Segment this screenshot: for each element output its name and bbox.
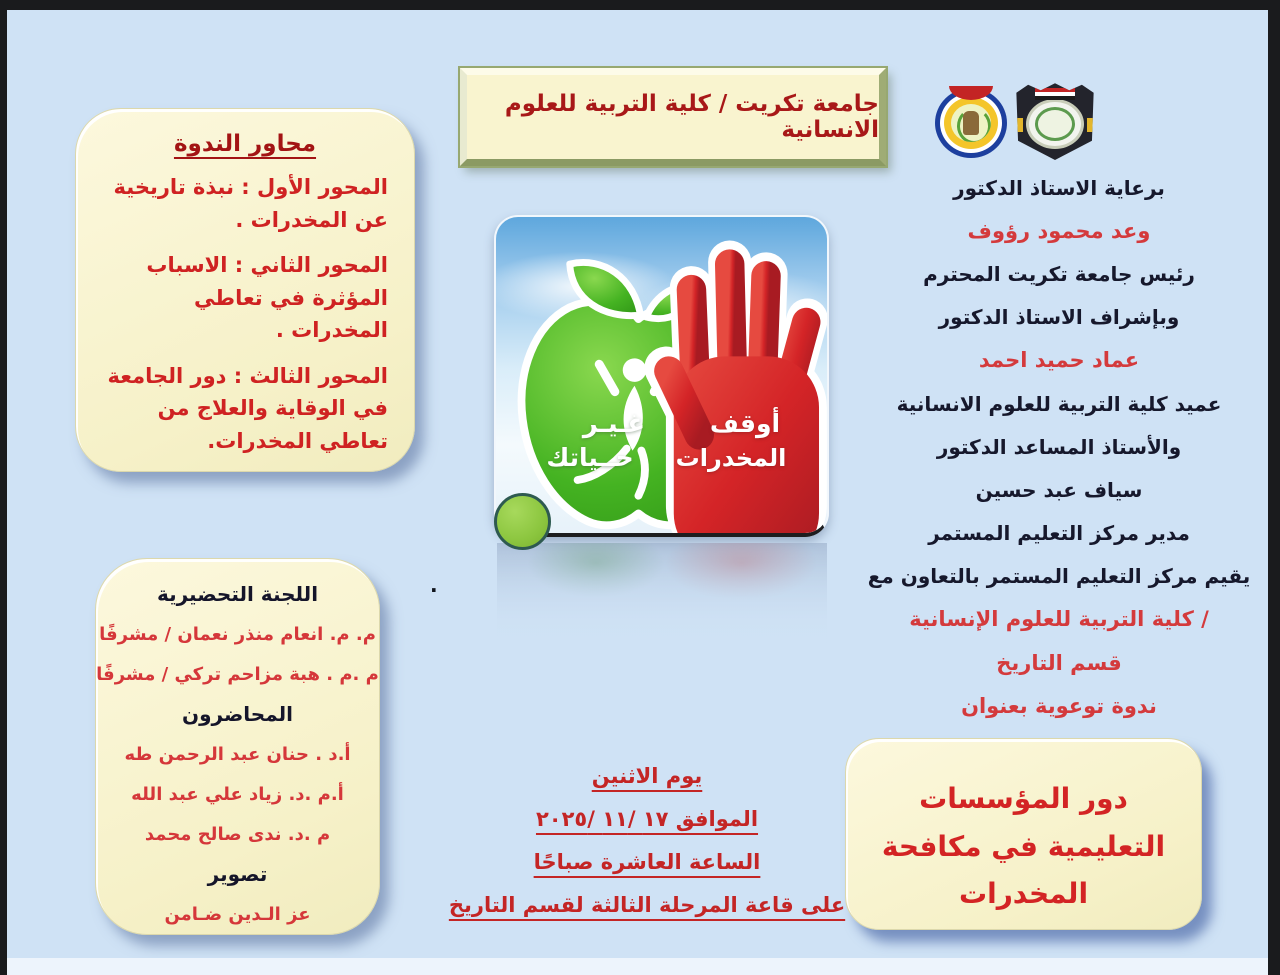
green-circle-decoration — [494, 493, 551, 550]
lecturer-name: م .د. ندى صالح محمد — [144, 823, 331, 845]
crest-ribbon-left — [1013, 118, 1023, 132]
hand-text-drugs: المخدرات — [675, 444, 787, 472]
schedule-time-text: الساعة العاشرة صباحًا — [533, 849, 761, 874]
committee-title: اللجنة التحضيرية — [156, 582, 319, 606]
lecturer-name: أ.د . حنان عبد الرحمن طه — [124, 743, 351, 765]
photographer-name: عز الـدين ضـامن — [164, 903, 311, 925]
patronage-line: والأستاذ المساعد الدكتور — [936, 434, 1182, 459]
lecturers-heading: المحاضرون — [182, 702, 293, 726]
patronage-line: عماد حميد احمد — [978, 348, 1140, 373]
logo-ring — [940, 93, 1002, 153]
committee-member: م. م. انعام منذر نعمان / مشرفًا — [99, 623, 376, 645]
schedule-location-text: على قاعة المرحلة الثالثة لقسم التاريخ — [448, 892, 846, 917]
patronage-line: وبإشراف الاستاذ الدكتور — [938, 305, 1180, 330]
seminar-topics-list — [76, 157, 414, 457]
poster-background — [7, 10, 1268, 958]
college-crest-logo-icon — [1013, 80, 1097, 160]
schedule-date — [447, 797, 847, 840]
crest-wreath — [1035, 107, 1075, 141]
seminar-topics-box — [75, 108, 415, 472]
crest-oval — [1026, 99, 1084, 149]
schedule-date-text: الموافق ١٧ /١١ /٢٠٢٥ — [535, 806, 759, 831]
lecturer-name: أ.م .د. زياد علي عبد الله — [131, 783, 344, 805]
patronage-line: قسم التاريخ — [996, 650, 1122, 675]
event-title: دور المؤسسات التعليمية في مكافحة المخدرات — [881, 782, 1166, 911]
bottom-light-strip — [7, 958, 1268, 975]
topic-item: المحور الثالث : دور الجامعة في الوقاية والعلاج من تعاطي المخدرات. — [107, 363, 388, 453]
patronage-line: / كلية التربية للعلوم الإنسانية — [909, 607, 1209, 632]
patronage-line: سياف عبد حسين — [975, 477, 1143, 502]
patronage-line: مدير مركز التعليم المستمر — [928, 521, 1190, 546]
topic-item: المحور الأول : نبذة تاريخية عن المخدرات . — [113, 175, 388, 232]
image-reflection — [497, 543, 827, 669]
topic-item: المحور الثاني : الاسباب المؤثرة في تعاطي المخدرات . — [146, 253, 388, 343]
patronage-column — [859, 166, 1259, 727]
photography-heading: تصوير — [207, 862, 268, 886]
event-title-box — [845, 738, 1202, 930]
patronage-line: ندوة توعوية بعنوان — [961, 693, 1157, 718]
logo-ring — [944, 97, 998, 149]
logo-minaret — [963, 111, 979, 135]
apple-text-your-life: حــياتك — [546, 443, 634, 472]
apple-text-change: غـيـر — [582, 409, 646, 439]
schedule-location — [447, 883, 847, 926]
committee-member: م .م . هبة مزاحم تركي / مشرفًا — [96, 663, 379, 685]
apple-and-hand-illustration — [496, 217, 827, 533]
logos-group — [922, 78, 1102, 168]
university-banner-title: جامعة تكريت / كلية التربية للعلوم الانسانية — [504, 91, 879, 143]
patronage-line: عميد كلية التربية للعلوم الانسانية — [896, 391, 1222, 416]
patronage-line: وعد محمود رؤوف — [967, 218, 1151, 243]
committee-box — [95, 558, 380, 935]
schedule-time — [447, 840, 847, 883]
schedule-day — [447, 754, 847, 797]
patronage-line: يقيم مركز التعليم المستمر بالتعاون مع — [867, 564, 1251, 589]
crest-flag — [1035, 88, 1075, 100]
crest-ribbon-right — [1087, 118, 1097, 132]
tikrit-university-logo-icon — [935, 88, 1007, 158]
seminar-topics-title: محاور الندوة — [173, 131, 317, 157]
patronage-line: رئيس جامعة تكريت المحترم — [923, 261, 1195, 286]
event-schedule — [447, 754, 847, 926]
hand-text-stop: أوقف — [709, 409, 781, 438]
stray-period: . — [430, 573, 438, 597]
university-banner — [460, 68, 886, 166]
patronage-line: برعاية الاستاذ الدكتور — [953, 175, 1165, 200]
stop-drugs-poster-image — [494, 215, 829, 537]
schedule-day-text: يوم الاثنين — [591, 763, 703, 788]
logo-core — [951, 104, 991, 142]
figure-head — [623, 358, 647, 382]
